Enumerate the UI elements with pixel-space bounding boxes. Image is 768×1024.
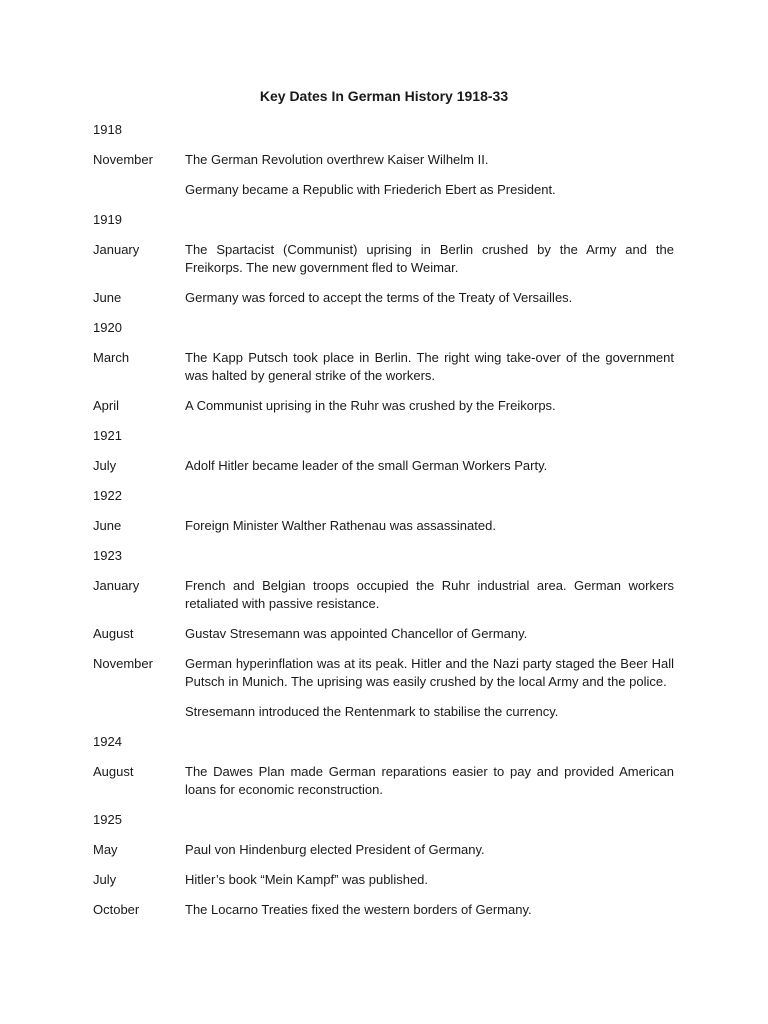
entry-paragraph: Stresemann introduced the Rentenmark to stabilise the currency. (185, 704, 559, 719)
entry-description (185, 289, 674, 307)
timeline-entry (93, 397, 674, 415)
entry-description (185, 871, 674, 889)
entry-description (185, 841, 674, 859)
entry-description (185, 349, 674, 385)
entry-month: March (93, 350, 130, 365)
entry-paragraph: Foreign Minister Walther Rathenau was assassinated. (185, 518, 496, 533)
timeline-entry (93, 841, 674, 859)
entry-description (185, 577, 674, 613)
timeline-entry (93, 151, 674, 199)
entry-paragraph: French and Belgian troops occupied the Ruhr industrial area. German workers retaliated with passive resistance. (185, 578, 674, 611)
document-title: Key Dates In German History 1918-33 (259, 88, 509, 104)
entry-paragraph: The Kapp Putsch took place in Berlin. The right wing take-over of the government was halted by general strike of the workers. (185, 350, 674, 383)
year-heading: 1925 (93, 812, 122, 827)
entry-paragraph: Gustav Stresemann was appointed Chancellor of Germany. (185, 626, 528, 641)
entry-paragraph: German hyperinflation was at its peak. Hitler and the Nazi party staged the Beer Hall Putsch in Munich. The uprising was easily crushed by the local Army and the police. (185, 656, 674, 689)
entry-month: June (93, 290, 122, 305)
entry-description (185, 901, 674, 919)
timeline-entry (93, 517, 674, 535)
entry-month: January (93, 578, 140, 593)
timeline-entry (93, 655, 674, 721)
year-heading: 1921 (93, 428, 122, 443)
year-heading: 1923 (93, 548, 122, 563)
timeline (93, 121, 674, 931)
entry-paragraph: Germany became a Republic with Friederich Ebert as President. (185, 182, 556, 197)
entry-description (185, 655, 674, 721)
timeline-entry (93, 457, 674, 475)
timeline-entry (93, 871, 674, 889)
year-heading: 1919 (93, 212, 122, 227)
entry-month: November (93, 656, 153, 671)
timeline-entry (93, 241, 674, 277)
entry-month: July (93, 872, 117, 887)
entry-paragraph: Germany was forced to accept the terms of the Treaty of Versailles. (185, 290, 573, 305)
entry-paragraph: Paul von Hindenburg elected President of Germany. (185, 842, 485, 857)
entry-description (185, 625, 674, 643)
entry-paragraph: The Locarno Treaties fixed the western borders of Germany. (185, 902, 532, 917)
year-heading: 1924 (93, 734, 122, 749)
entry-description (185, 241, 674, 277)
timeline-entry (93, 901, 674, 919)
entry-paragraph: The Spartacist (Communist) uprising in Berlin crushed by the Army and the Freikorps. The new government fled to Weimar. (185, 242, 674, 275)
year-heading: 1918 (93, 122, 122, 137)
year-heading: 1922 (93, 488, 122, 503)
entry-month: June (93, 518, 122, 533)
timeline-entry (93, 289, 674, 307)
entry-month: April (93, 398, 120, 413)
entry-month: January (93, 242, 140, 257)
year-heading: 1920 (93, 320, 122, 335)
entry-month: October (93, 902, 140, 917)
entry-month: July (93, 458, 117, 473)
entry-month: August (93, 626, 134, 641)
entry-description (185, 457, 674, 475)
timeline-entry (93, 763, 674, 799)
entry-description (185, 151, 674, 199)
entry-paragraph: A Communist uprising in the Ruhr was crushed by the Freikorps. (185, 398, 556, 413)
entry-description (185, 397, 674, 415)
timeline-entry (93, 349, 674, 385)
entry-paragraph: The German Revolution overthrew Kaiser Wilhelm II. (185, 152, 489, 167)
entry-paragraph: Adolf Hitler became leader of the small German Workers Party. (185, 458, 548, 473)
entry-description (185, 517, 674, 535)
entry-paragraph: Hitler’s book “Mein Kampf” was published. (185, 872, 429, 887)
entry-paragraph: The Dawes Plan made German reparations easier to pay and provided American loans for economic reconstruction. (185, 764, 674, 797)
timeline-entry (93, 577, 674, 613)
entry-description (185, 763, 674, 799)
entry-month: May (93, 842, 118, 857)
entry-month: August (93, 764, 134, 779)
entry-month: November (93, 152, 153, 167)
timeline-entry (93, 625, 674, 643)
